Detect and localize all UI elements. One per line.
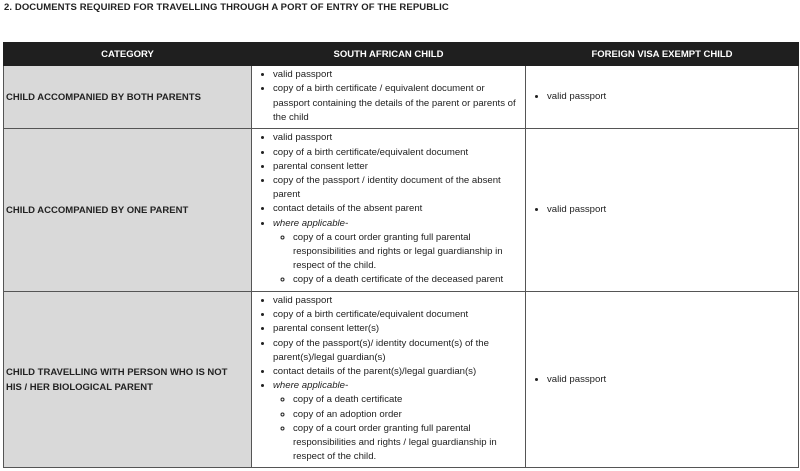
- south-african-child-cell: [252, 292, 526, 468]
- documents-table: [3, 42, 799, 468]
- sub-list-item: ◦ copy of an adoption order: [293, 408, 519, 422]
- sub-list-item: ◦ copy of a death certificate of the deceased parent: [293, 273, 519, 287]
- requirements-list: [532, 90, 792, 104]
- list-item: • contact details of the absent parent: [273, 202, 519, 216]
- south-african-child-cell: [252, 66, 526, 129]
- list-item: • copy of a birth certificate/equivalent document: [273, 308, 519, 322]
- foreign-visa-exempt-child-cell: [526, 66, 799, 129]
- requirements-list: [532, 203, 792, 217]
- requirements-list: [532, 373, 792, 387]
- table-row: [4, 129, 799, 292]
- list-item: • valid passport: [273, 131, 519, 145]
- requirements-list: [258, 68, 519, 125]
- table-row: [4, 66, 799, 129]
- requirements-list: [258, 131, 519, 287]
- list-item: • copy of a birth certificate / equivalent document or passport containing the details of the parent or parents of the child: [273, 82, 519, 125]
- where-applicable-item: [273, 217, 519, 288]
- list-item: • valid passport: [547, 90, 792, 104]
- list-item: • copy of a birth certificate/equivalent document: [273, 146, 519, 160]
- sub-requirements-list: [273, 231, 519, 288]
- where-applicable-label: where applicable-: [273, 380, 349, 392]
- list-item: • valid passport: [547, 373, 792, 387]
- sub-list-item: ◦ copy of a death certificate: [293, 393, 519, 407]
- south-african-child-cell: [252, 129, 526, 292]
- header-south-african-child: SOUTH AFRICAN CHILD: [252, 43, 526, 66]
- list-item: • parental consent letter(s): [273, 322, 519, 336]
- list-item: • parental consent letter: [273, 160, 519, 174]
- category-cell: CHILD ACCOMPANIED BY ONE PARENT: [4, 129, 252, 292]
- table-header-row: [4, 43, 799, 66]
- list-item: • contact details of the parent(s)/legal guardian(s): [273, 365, 519, 379]
- list-item: • copy of the passport(s)/ identity document(s) of the parent(s)/legal guardian(s): [273, 337, 519, 365]
- where-applicable-label: where applicable-: [273, 217, 349, 229]
- sub-list-item: ◦ copy of a court order granting full parental responsibilities and rights / legal guardianship in respect of the child.: [293, 422, 519, 465]
- category-cell: CHILD ACCOMPANIED BY BOTH PARENTS: [4, 66, 252, 129]
- foreign-visa-exempt-child-cell: [526, 292, 799, 468]
- list-item: • valid passport: [273, 294, 519, 308]
- list-item: • copy of the passport / identity document of the absent parent: [273, 174, 519, 202]
- header-foreign-visa-exempt-child: FOREIGN VISA EXEMPT CHILD: [526, 43, 799, 66]
- list-item: • valid passport: [547, 203, 792, 217]
- requirements-list: [258, 294, 519, 464]
- header-category: CATEGORY: [4, 43, 252, 66]
- page-heading: 2. DOCUMENTS REQUIRED FOR TRAVELLING THROUGH A PORT OF ENTRY OF THE REPUBLIC: [4, 2, 449, 13]
- sub-requirements-list: [273, 393, 519, 464]
- category-cell: CHILD TRAVELLING WITH PERSON WHO IS NOT HIS / HER BIOLOGICAL PARENT: [4, 292, 252, 468]
- table-row: [4, 292, 799, 468]
- sub-list-item: ◦ copy of a court order granting full parental responsibilities and rights or legal guardianship in respect of the child.: [293, 231, 519, 274]
- where-applicable-item: [273, 379, 519, 464]
- foreign-visa-exempt-child-cell: [526, 129, 799, 292]
- list-item: • valid passport: [273, 68, 519, 82]
